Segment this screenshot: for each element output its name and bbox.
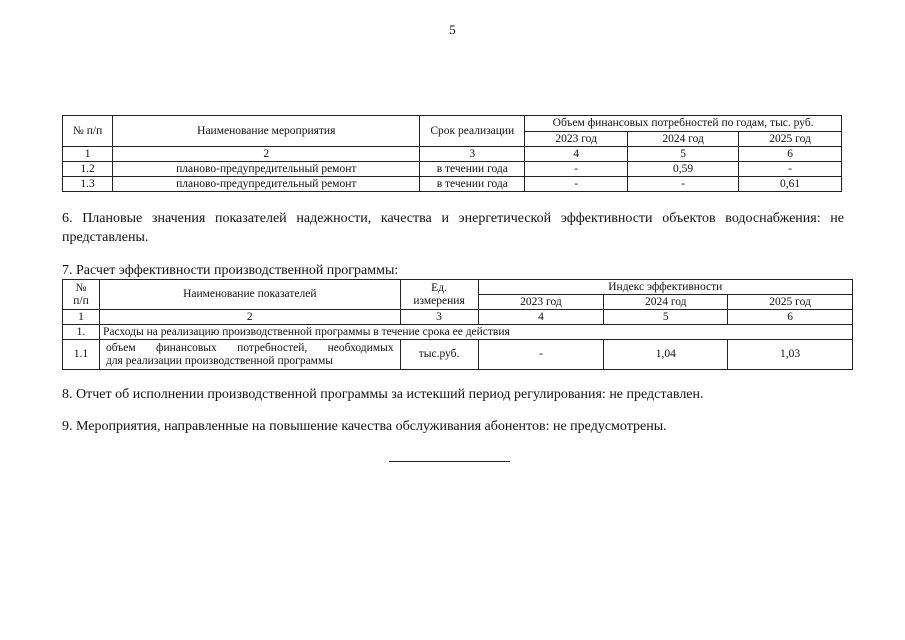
table-cell: планово-предупредительный ремонт xyxy=(113,162,420,177)
header-2025: 2025 год xyxy=(728,295,853,310)
table-cell: 5 xyxy=(628,147,739,162)
table-cell: 1 xyxy=(63,310,100,325)
table-cell: в течении года xyxy=(420,162,525,177)
section-6-text: 6. Плановые значения показателей надежности, качества и энергетической эффективности объектов водоснабжения: не представлены. xyxy=(62,211,844,245)
header-term: Срок реализации xyxy=(420,116,525,147)
table-cell: 1.3 xyxy=(63,177,113,192)
header-num-line1: № xyxy=(75,281,87,294)
header-unit-line1: Ед. xyxy=(431,281,447,294)
header-num xyxy=(63,280,100,310)
section-7-title: 7. Расчет эффективности производственной программы: xyxy=(62,263,399,278)
end-divider xyxy=(389,461,510,462)
header-2025: 2025 год xyxy=(739,132,842,147)
table-cell: тыс.руб. xyxy=(400,340,478,370)
table-cell: 6 xyxy=(728,310,853,325)
section-8-text: 8. Отчет об исполнении производственной программы за истекший период регулирования: не представлен. xyxy=(62,387,704,402)
table-cell: 1,04 xyxy=(604,340,728,370)
table-cell: 0,61 xyxy=(739,177,842,192)
header-num-line2: п/п xyxy=(73,294,89,307)
table-cell: 6 xyxy=(739,147,842,162)
header-unit xyxy=(400,280,478,310)
header-num: № п/п xyxy=(63,116,113,147)
table-index-row xyxy=(63,310,853,325)
table-cell: планово-предупредительный ремонт xyxy=(113,177,420,192)
table-cell: 2 xyxy=(113,147,420,162)
header-2024: 2024 год xyxy=(628,132,739,147)
table-cell: 1.1 xyxy=(63,340,100,370)
table-cell: - xyxy=(628,177,739,192)
header-2023: 2023 год xyxy=(478,295,604,310)
table-cell: 1,03 xyxy=(728,340,853,370)
table-section-row xyxy=(63,325,853,340)
efficiency-table xyxy=(62,279,853,370)
page-number: 5 xyxy=(449,22,456,37)
row-name-line2: для реализации производственной программы xyxy=(105,354,333,367)
table-cell: - xyxy=(478,340,604,370)
table-cell: - xyxy=(525,177,628,192)
table-cell: 3 xyxy=(420,147,525,162)
table-cell: - xyxy=(739,162,842,177)
table-row xyxy=(63,340,853,370)
table-cell: 5 xyxy=(604,310,728,325)
table-index-row xyxy=(63,147,842,162)
table-cell: 1 xyxy=(63,147,113,162)
table-cell: 4 xyxy=(478,310,604,325)
header-finance: Объем финансовых потребностей по годам, тыс. руб. xyxy=(525,116,842,132)
header-2024: 2024 год xyxy=(604,295,728,310)
table-cell: 1. xyxy=(63,325,100,340)
header-index: Индекс эффективности xyxy=(478,280,852,295)
finance-table xyxy=(62,115,842,192)
header-name: Наименование показателей xyxy=(99,280,400,310)
header-unit-line2: измерения xyxy=(413,294,465,307)
table-cell: в течении года xyxy=(420,177,525,192)
header-name: Наименование мероприятия xyxy=(113,116,420,147)
table-cell: Расходы на реализацию производственной программы в течение срока ее действия xyxy=(99,325,852,340)
table-cell xyxy=(99,340,400,370)
header-2023: 2023 год xyxy=(525,132,628,147)
table-cell: 1.2 xyxy=(63,162,113,177)
table-cell: 4 xyxy=(525,147,628,162)
table-cell: 2 xyxy=(99,310,400,325)
section-9-text: 9. Мероприятия, направленные на повышение качества обслуживания абонентов: не предусмотрены. xyxy=(62,419,667,434)
table-cell: 3 xyxy=(400,310,478,325)
table-cell: 0,59 xyxy=(628,162,739,177)
table-row xyxy=(63,177,842,192)
row-name-line1: объем финансовых потребностей, необходимых xyxy=(105,341,394,354)
table-row xyxy=(63,162,842,177)
table-cell: - xyxy=(525,162,628,177)
